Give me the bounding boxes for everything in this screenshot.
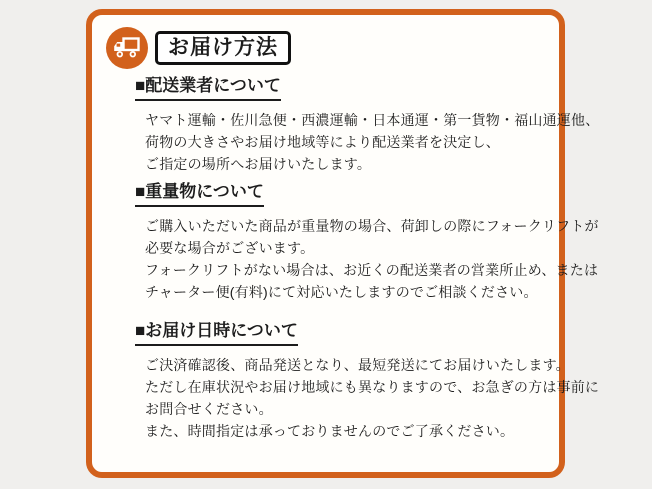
section-heading-shipping-carriers: ■配送業者について bbox=[135, 74, 537, 101]
body-line: フォークリフトがない場合は、お近くの配送業者の営業所止め、または bbox=[145, 262, 599, 278]
body-line: また、時間指定は承っておりませんのでご了承ください。 bbox=[145, 423, 515, 439]
section-body bbox=[145, 215, 599, 303]
section-shipping-carriers bbox=[135, 74, 600, 175]
section-body bbox=[145, 109, 600, 175]
body-line: ただし在庫状況やお届け地域にも異なりますので、お急ぎの方は事前に bbox=[145, 379, 600, 395]
body-line: チャーター便(有料)にて対応いたしますのでご相談ください。 bbox=[145, 284, 538, 300]
sections-container bbox=[135, 74, 600, 442]
section-heading-delivery-schedule: ■お届け日時について bbox=[135, 319, 537, 346]
page-title: お届け方法 bbox=[155, 31, 291, 65]
body-line: ご指定の場所へお届けいたします。 bbox=[145, 156, 372, 172]
body-line: ご購入いただいた商品が重量物の場合、荷卸しの際にフォークリフトが bbox=[145, 218, 599, 234]
body-line: お問合せください。 bbox=[145, 401, 273, 417]
body-line: 荷物の大きさやお届け地域等により配送業者を決定し、 bbox=[145, 134, 500, 150]
body-line: ご決済確認後、商品発送となり、最短発送にてお届けいたします。 bbox=[145, 357, 570, 373]
body-line: ヤマト運輸・佐川急便・西濃運輸・日本通運・第一貨物・福山通運他、 bbox=[145, 112, 600, 128]
section-heavy-items bbox=[135, 180, 599, 303]
body-line: 必要な場合がございます。 bbox=[145, 240, 315, 256]
section-delivery-schedule bbox=[135, 319, 600, 442]
section-body bbox=[145, 354, 600, 442]
delivery-method-panel bbox=[86, 9, 600, 478]
panel-header bbox=[106, 27, 545, 69]
truck-icon bbox=[106, 27, 148, 69]
section-heading-heavy-items: ■重量物について bbox=[135, 180, 537, 207]
